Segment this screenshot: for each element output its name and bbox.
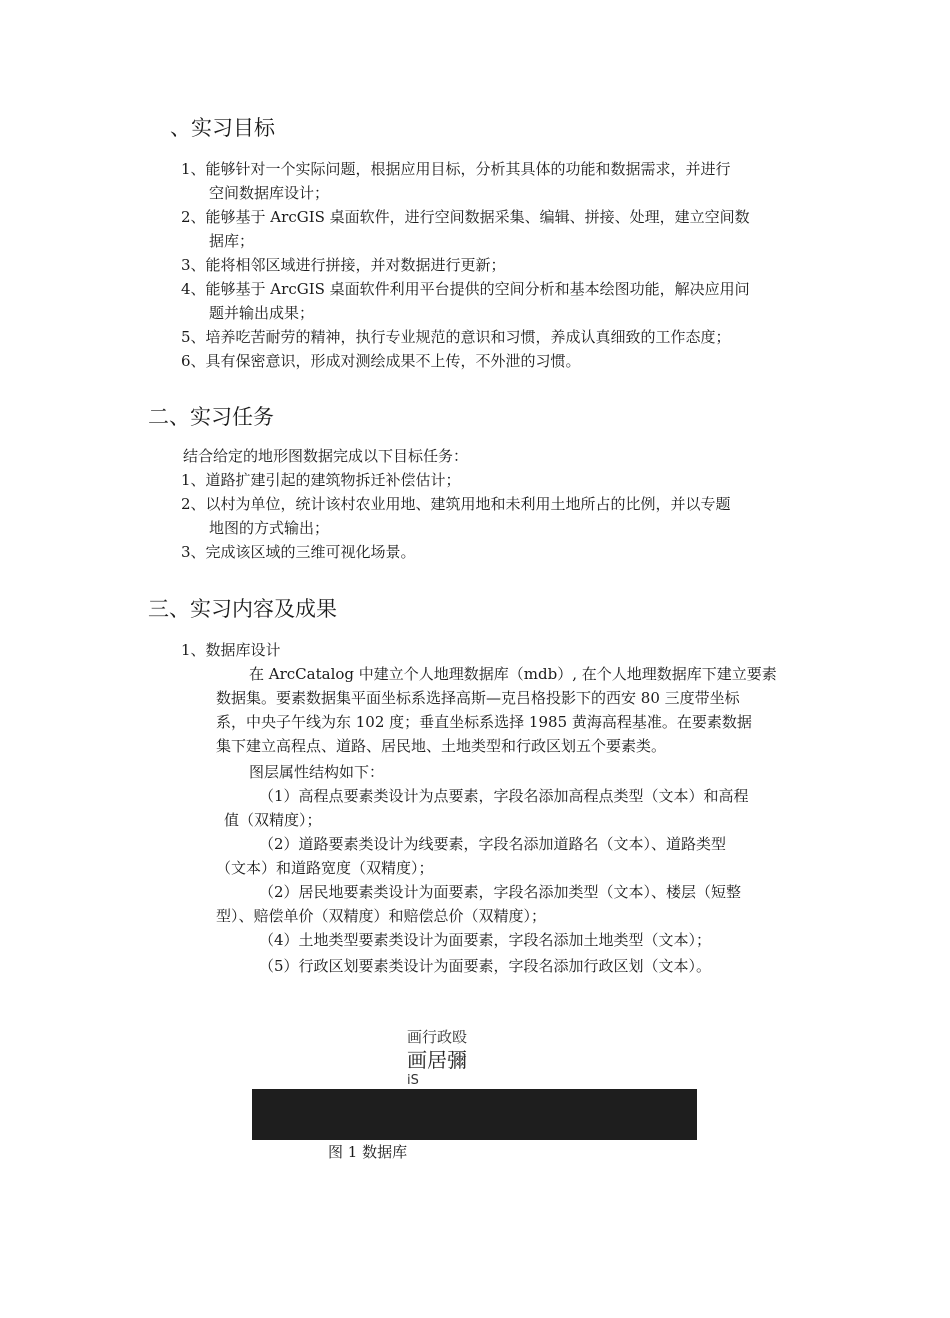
figure-image-block [252,1089,697,1140]
layer-item: （2）道路要素类设计为线要素，字段名添加道路名（文本）、道路类型 [259,835,727,853]
list-item: 3、能将相邻区域进行拼接，并对数据进行更新； [181,256,506,274]
layer-item: （5）行政区划要素类设计为面要素，字段名添加行政区划（文本）。 [259,957,712,975]
list-item-continuation: 据库； [209,232,255,250]
paragraph-line: 在 ArcCatalog 中建立个人地理数据库（mdb）, 在个人地理数据库下建立要素 [249,665,777,683]
paragraph-line: 系，中央子午线为东 102 度；垂直坐标系选择 1985 黄海高程基准。在要素数据 [216,713,752,731]
list-item: 2、能够基于 ArcGIS 桌面软件，进行空间数据采集、编辑、拼接、处理，建立空间数 [181,208,750,226]
section2-intro: 结合给定的地形图数据完成以下目标任务： [183,447,469,465]
list-item: 3、完成该区域的三维可视化场景。 [181,543,416,561]
section1-heading: 、实习目标 [170,116,275,140]
list-item-continuation: 题并输出成果； [209,304,315,322]
list-item: 1、能够针对一个实际问题，根据应用目标，分析其具体的功能和数据需求，并进行 [181,160,731,178]
list-item: 6、具有保密意识，形成对测绘成果不上传，不外泄的习惯。 [181,352,581,370]
section2-heading: 二、实习任务 [148,405,274,429]
layer-item: （4）土地类型要素类设计为面要素，字段名添加土地类型（文本）； [259,931,712,949]
figure-label-admin: 画行政殴 [407,1028,468,1046]
list-item-continuation: 空间数据库设计； [209,184,330,202]
figure-label-residential: 画居彌 [407,1048,467,1072]
subsection-heading: 1、数据库设计 [181,641,281,659]
figure-label-small: iS [407,1073,419,1088]
section3-heading: 三、实习内容及成果 [148,597,337,621]
layer-item-continuation: （文本）和道路宽度（双精度）； [216,859,434,877]
layer-intro: 图层属性结构如下： [249,763,385,781]
list-item: 2、以村为单位，统计该村农业用地、建筑用地和未利用土地所占的比例，并以专题 [181,495,731,513]
layer-item-continuation: 型）、赔偿单价（双精度）和赔偿总价（双精度）； [216,907,547,925]
paragraph-line: 集下建立高程点、道路、居民地、土地类型和行政区划五个要素类。 [216,737,667,755]
figure-caption: 图 1 数据库 [328,1143,408,1161]
list-item: 5、培养吃苦耐劳的精神，执行专业规范的意识和习惯，养成认真细致的工作态度； [181,328,731,346]
layer-item-continuation: 值（双精度）； [224,811,322,829]
layer-item: （1）高程点要素类设计为点要素，字段名添加高程点类型（文本）和高程 [259,787,749,805]
layer-item: （2）居民地要素类设计为面要素，字段名添加类型（文本）、楼层（短整 [259,883,742,901]
list-item: 1、道路扩建引起的建筑物拆迁补偿估计； [181,471,461,489]
list-item: 4、能够基于 ArcGIS 桌面软件利用平台提供的空间分析和基本绘图功能，解决应用问 [181,280,750,298]
list-item-continuation: 地图的方式输出； [209,519,330,537]
paragraph-line: 数据集。要素数据集平面坐标系选择高斯—克吕格投影下的西安 80 三度带坐标 [216,689,740,707]
